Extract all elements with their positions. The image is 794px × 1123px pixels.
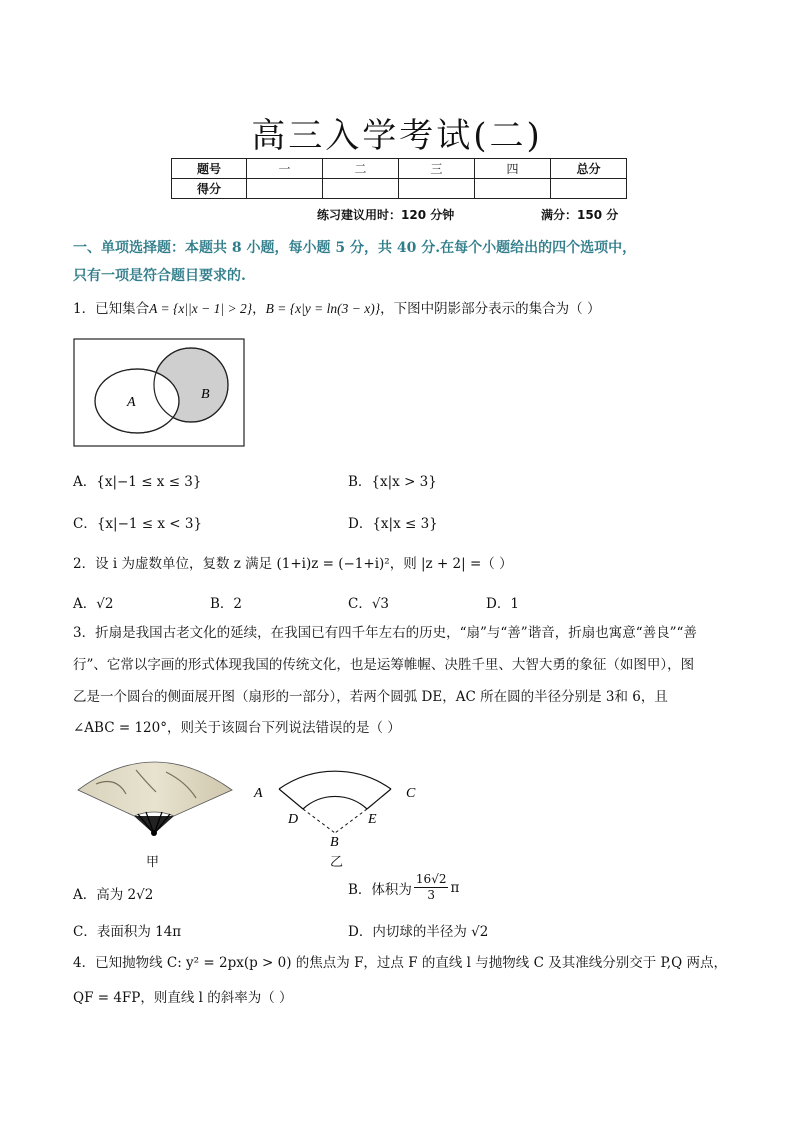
- q2-option-b[interactable]: B．2: [210, 596, 243, 612]
- q1-set-b: B = {x|y = ln(3 − x)}: [265, 301, 381, 316]
- score-cell: [247, 179, 323, 199]
- point-label-c: C: [406, 786, 416, 801]
- question-4-line1: 4．已知抛物线 C: y² = 2px(p > 0) 的焦点为 F，过点 F 的直线 l 与抛物线 C 及其准线分别交于 P,Q 两点，: [73, 955, 727, 971]
- score-header-cell: 一: [247, 159, 323, 179]
- question-3-line1: 3．折扇是我国古老文化的延续，在我国已有四千年左右的历史，“扇”与“善”谐音，折扇也寓意“善良”“善: [73, 625, 697, 641]
- score-cell: [475, 179, 551, 199]
- fig-caption-yi: 乙: [330, 855, 344, 870]
- question-2-stem: 2．设 i 为虚数单位，复数 z 满足 (1+i)z = (−1+i)²，则 |z + 2| =（ ）: [73, 556, 513, 572]
- segment-ce: [367, 789, 391, 809]
- venn-label-b: B: [201, 387, 210, 402]
- folding-fan-picture: [76, 752, 236, 838]
- point-label-a: A: [254, 786, 263, 801]
- point-label-d: D: [288, 812, 299, 827]
- q1-option-b[interactable]: B．{x|x > 3}: [348, 474, 437, 490]
- q3-option-d[interactable]: D．内切球的半径为 √2: [348, 924, 489, 940]
- q1-prefix: 1．已知集合: [73, 301, 150, 317]
- q3-option-b-prefix: B．体积为: [348, 881, 412, 898]
- question-3-line4: ∠ABC = 120°，则关于该圆台下列说法错误的是（ ）: [73, 720, 401, 736]
- question-1-stem: [73, 299, 600, 319]
- q1-set-a: A = {x||x − 1| > 2}: [149, 301, 253, 316]
- time-suggestion: 练习建议用时：120 分钟: [317, 208, 455, 222]
- fan-pivot: [151, 830, 157, 836]
- full-score: 满分：150 分: [541, 208, 619, 222]
- score-table-header-row: [172, 159, 627, 179]
- q3-option-c[interactable]: C．表面积为 14π: [73, 924, 182, 940]
- section-heading-line2: 只有一项是符合题目要求的.: [73, 268, 246, 284]
- q3-option-b[interactable]: [348, 872, 459, 903]
- score-header-cell: 总分: [551, 159, 627, 179]
- q1-option-a[interactable]: A．{x|−1 ≤ x ≤ 3}: [73, 474, 202, 490]
- arc-de: [303, 796, 367, 809]
- section-heading-line1: 一、单项选择题：本题共 8 小题，每小题 5 分，共 40 分.在每个小题给出的四个选项中，: [73, 240, 637, 256]
- score-cell: [323, 179, 399, 199]
- q3-option-b-suffix: π: [450, 879, 460, 896]
- q1-sep: ，: [252, 301, 266, 317]
- exam-title: 高三入学考试(二): [251, 116, 543, 156]
- score-header-cell: 三: [399, 159, 475, 179]
- fig-caption-jia: 甲: [146, 855, 160, 870]
- segment-ad: [279, 789, 303, 809]
- q2-option-c[interactable]: C．√3: [348, 596, 390, 612]
- score-table-score-row: [172, 179, 627, 199]
- segment-db-dashed: [303, 809, 335, 833]
- q1-suffix: ，下图中阴影部分表示的集合为（ ）: [380, 301, 601, 317]
- q3-option-b-numerator: 16√2: [415, 872, 447, 886]
- score-header-cell: 题号: [172, 159, 247, 179]
- q2-option-d[interactable]: D．1: [486, 596, 519, 612]
- venn-label-a: A: [127, 395, 136, 410]
- score-table: [171, 158, 627, 199]
- annular-sector-diagram: [250, 746, 430, 848]
- q1-option-d[interactable]: D．{x|x ≤ 3}: [348, 516, 438, 532]
- question-4-line2: QF = 4FP，则直线 l 的斜率为（ ）: [73, 990, 293, 1006]
- question-3-line3: 乙是一个圆台的侧面展开图（扇形的一部分），若两个圆弧 DE，AC 所在圆的半径分别是 3和 6，且: [73, 689, 668, 705]
- venn-diagram: [73, 338, 245, 448]
- segment-eb-dashed: [335, 809, 367, 833]
- q1-option-c[interactable]: C．{x|−1 ≤ x < 3}: [73, 516, 203, 532]
- q3-option-a[interactable]: A．高为 2√2: [73, 887, 154, 903]
- score-cell: [399, 179, 475, 199]
- score-header-cell: 二: [323, 159, 399, 179]
- arc-ac: [279, 771, 391, 789]
- q3-option-b-fraction: [414, 872, 449, 903]
- point-label-b: B: [330, 835, 339, 848]
- score-header-cell: 四: [475, 159, 551, 179]
- q2-option-a[interactable]: A．√2: [73, 596, 114, 612]
- score-row-label: 得分: [172, 179, 247, 199]
- score-cell: [551, 179, 627, 199]
- fan-leaf: [78, 762, 232, 816]
- question-3-line2: 行”、它常以字画的形式体现我国的传统文化，也是运筹帷幄、决胜千里、大智大勇的象征（如图甲），图: [73, 657, 695, 673]
- q3-option-b-denominator: 3: [427, 888, 436, 902]
- point-label-e: E: [368, 812, 377, 827]
